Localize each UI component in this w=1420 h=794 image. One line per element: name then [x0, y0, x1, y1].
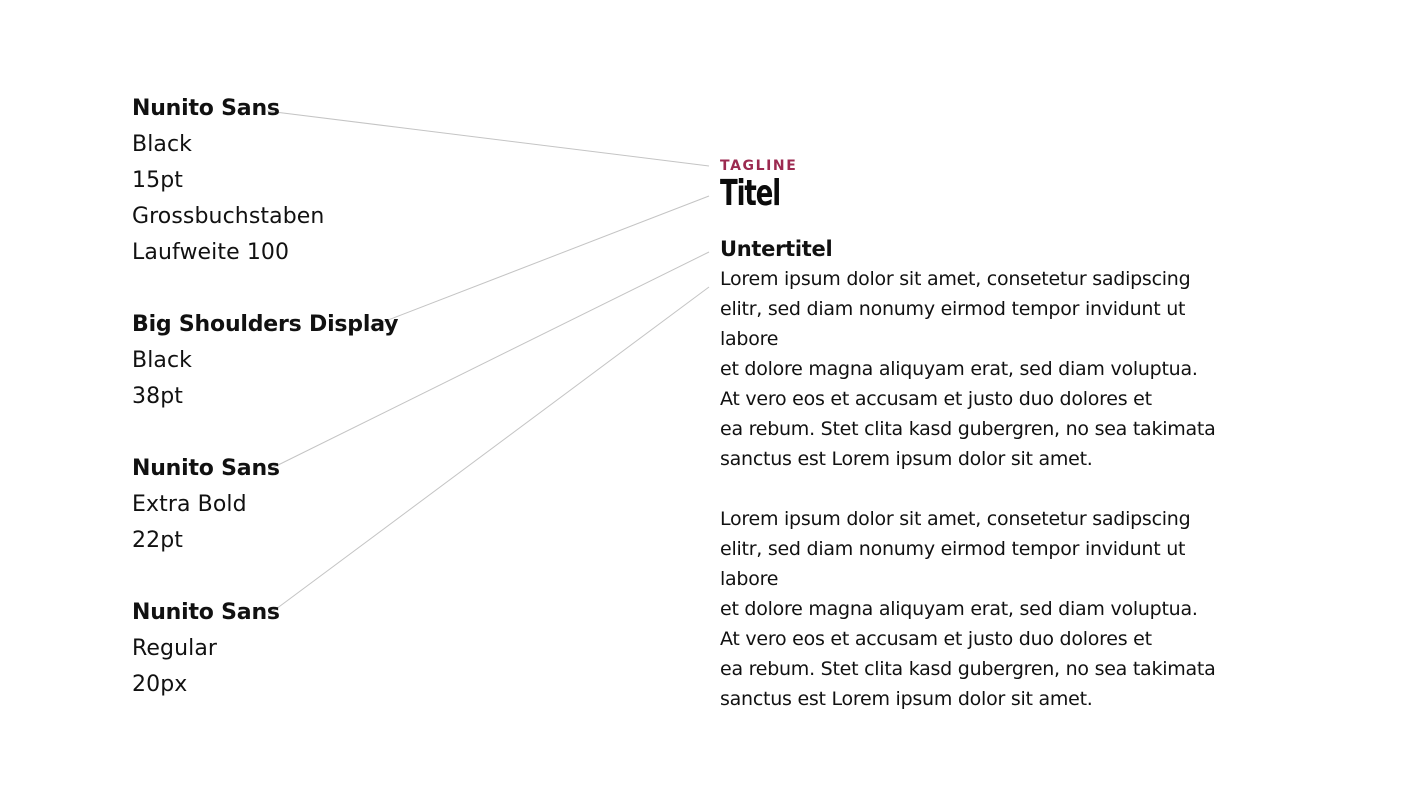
sample-body	[720, 264, 1216, 714]
body-line: et dolore magna aliquyam erat, sed diam voluptua.	[720, 598, 1198, 620]
body-line: ea rebum. Stet clita kasd gubergren, no sea takimata	[720, 658, 1216, 680]
spec-font-name: Nunito Sans	[132, 600, 280, 625]
spec-size: 20px	[132, 672, 188, 697]
paragraph-gap	[720, 474, 1200, 504]
sample-subtitle: Untertitel	[720, 237, 833, 261]
sample-title: Titel	[720, 173, 781, 214]
body-line: ea rebum. Stet clita kasd gubergren, no sea takimata	[720, 418, 1216, 440]
body-line: labore	[720, 328, 779, 350]
spec-font-name: Nunito Sans	[132, 96, 280, 121]
connector-title	[370, 196, 709, 327]
body-line: At vero eos et accusam et justo duo dolores et	[720, 388, 1152, 410]
body-line: elitr, sed diam nonumy eirmod tempor invidunt ut	[720, 298, 1186, 320]
body-line: At vero eos et accusam et justo duo dolores et	[720, 628, 1152, 650]
spec-body	[132, 595, 280, 703]
spec-subtitle	[132, 451, 280, 559]
body-line: labore	[720, 568, 779, 590]
body-line: sanctus est Lorem ipsum dolor sit amet.	[720, 448, 1093, 470]
body-line: Lorem ipsum dolor sit amet, consetetur sadipscing	[720, 268, 1191, 290]
typography-sample	[720, 157, 1216, 714]
sample-tagline: TAGLINE	[720, 158, 798, 174]
body-line: et dolore magna aliquyam erat, sed diam voluptua.	[720, 358, 1198, 380]
spec-case: Grossbuchstaben	[132, 204, 325, 229]
spec-size: 22pt	[132, 528, 183, 553]
spec-tagline	[132, 91, 324, 271]
body-line: Lorem ipsum dolor sit amet, consetetur sadipscing	[720, 508, 1191, 530]
spec-tracking: Laufweite 100	[132, 240, 290, 265]
spec-font-name: Nunito Sans	[132, 456, 280, 481]
spec-weight: Black	[132, 132, 193, 157]
body-line: elitr, sed diam nonumy eirmod tempor invidunt ut	[720, 538, 1186, 560]
body-line: sanctus est Lorem ipsum dolor sit amet.	[720, 688, 1093, 710]
spec-size: 15pt	[132, 168, 183, 193]
spec-title	[132, 307, 398, 415]
spec-weight: Extra Bold	[132, 492, 247, 517]
spec-font-name: Big Shoulders Display	[132, 312, 399, 337]
spec-size: 38pt	[132, 384, 183, 409]
spec-weight: Black	[132, 348, 193, 373]
spec-weight: Regular	[132, 636, 218, 661]
connector-tagline	[267, 111, 709, 166]
